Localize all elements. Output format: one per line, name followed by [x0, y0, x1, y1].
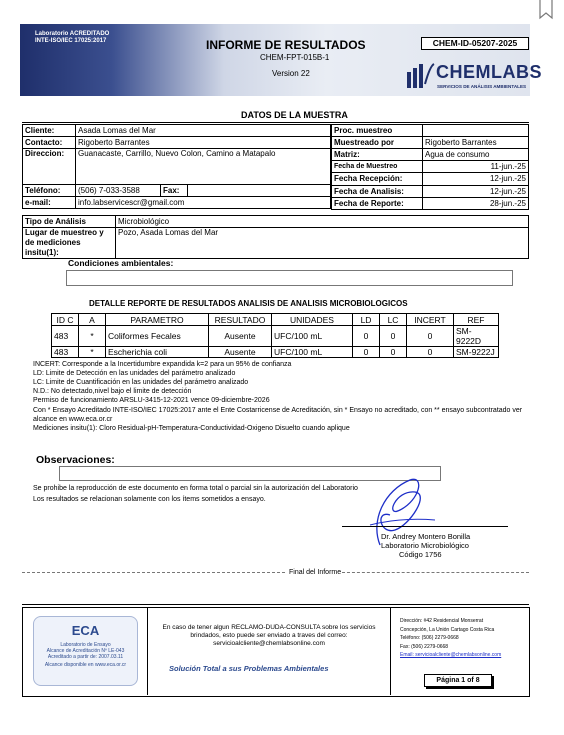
- results-cell: Escherichia coli: [106, 347, 209, 358]
- results-cell: SM-9222D: [454, 326, 499, 347]
- final-dash-left: [22, 572, 285, 573]
- telefono-label: Teléfono:: [23, 185, 76, 197]
- direccion-label: Direccion:: [23, 149, 76, 185]
- claims-text: En caso de tener algun RECLAMO-DUDA-CONSULTA sobre los servicios brindados, esto puede ser enviado a traves del correo: servicioalcliente@chemlabsonline.com: [162, 624, 376, 647]
- results-table: [51, 313, 499, 358]
- sample-right-table: [331, 124, 529, 210]
- observaciones-label: Observaciones:: [36, 454, 115, 466]
- slogan: Solución Total a sus Problemas Ambientales: [169, 664, 329, 673]
- email-label: e-mail:: [23, 197, 76, 209]
- results-header-row: [52, 314, 499, 326]
- address-line: Concepción, La Unión Cartago Costa Rica: [400, 626, 495, 633]
- results-header-cell: LC: [380, 314, 407, 326]
- lab-accredited: Laboratorio ACREDITADO: [35, 31, 110, 37]
- address-line: Fax: (506) 2279-0668: [400, 643, 449, 650]
- report-id: CHEM-ID-05207-2025: [421, 37, 529, 50]
- conditions-field[interactable]: [66, 270, 513, 286]
- address-block: [400, 617, 501, 660]
- chemlabs-logo-icon: [405, 62, 435, 90]
- brand-name: CHEMLABS: [436, 62, 542, 82]
- disclaimer-2: Los resultados se relacionan solamente con los ítems sometidos a ensayo.: [33, 496, 266, 503]
- lab-norm: INTE-ISO/IEC 17025:2017: [35, 38, 107, 44]
- address-line: Dirección: #42 Residencial Monserrat: [400, 618, 484, 624]
- muestreado-label: Muestreado por: [332, 137, 423, 149]
- results-cell: 0: [353, 347, 380, 358]
- cliente-label: Cliente:: [23, 125, 76, 137]
- fecha-reporte-value: 28-jun.-25: [423, 198, 529, 210]
- eca-line-2: Alcance de Acreditación Nº LE-043: [46, 648, 125, 654]
- contacto-label: Contacto:: [23, 137, 76, 149]
- matriz-value: Agua de consumo: [423, 149, 529, 161]
- results-cell: 483: [52, 326, 79, 347]
- notes: [33, 360, 533, 433]
- fax-label: Fax:: [161, 185, 188, 197]
- results-cell: UFC/100 mL: [272, 326, 353, 347]
- results-row: [52, 326, 499, 347]
- direccion-value: Guanacaste, Carrillo, Nuevo Colon, Camino a Matapalo: [76, 149, 331, 185]
- note-line: LC: Limite de Cuantificación en las unidades del parámetro analizado: [33, 379, 249, 386]
- results-header-cell: RESULTADO: [209, 314, 272, 326]
- divider: [22, 122, 529, 123]
- brand-subtitle: SERVICIOS DE ANÁLISIS AMBIENTALES: [437, 84, 527, 89]
- final-dash-right: [342, 572, 529, 573]
- note-line: INCERT: Corresponde a la Incertidumbre expandida k=2 para un 95% de confianza: [33, 361, 292, 368]
- address-line: Teléfono: (506) 2279-0668: [400, 635, 459, 641]
- matriz-label: Matriz:: [332, 149, 423, 161]
- contacto-value: Rigoberto Barrantes: [76, 137, 331, 149]
- results-header-cell: REF: [454, 314, 499, 326]
- results-header-cell: PARAMETRO: [106, 314, 209, 326]
- signer-role: Laboratorio Microbiológico: [381, 541, 469, 550]
- signature-line: [342, 526, 508, 527]
- note-line: Con * Ensayo Acreditado INTE-ISO/IEC 17025:2017 ante el Ente Costarricense de Acreditación, sin * Ensayo no acreditado, con ** ensayo subcontratado ver alcance en www.eca.or.cr: [33, 407, 523, 423]
- eca-line-3: Acreditado a partir de: 2007.03.11: [47, 654, 124, 660]
- results-cell: Ausente: [209, 326, 272, 347]
- telefono-value: (506) 7-033-3588: [76, 185, 161, 197]
- fecha-muestreo-value: 11-jun.-25: [423, 161, 529, 173]
- footer-divider: [22, 604, 529, 605]
- note-line: Permiso de funcionamiento ARSLU-3415-12-2021 vence 09-diciembre-2026: [33, 397, 270, 404]
- email-value: info.labservicescr@gmail.com: [76, 197, 331, 209]
- results-title: DETALLE REPORTE DE RESULTADOS ANALISIS DE ANALISIS MICROBIOLOGICOS: [89, 299, 408, 308]
- fax-value: [188, 185, 331, 197]
- report-title: INFORME DE RESULTADOS: [206, 38, 366, 52]
- results-row: [52, 347, 499, 358]
- fecha-recepcion-value: 12-jun.-25: [423, 173, 529, 186]
- results-cell: UFC/100 mL: [272, 347, 353, 358]
- fecha-reporte-label: Fecha de Reporte:: [332, 198, 423, 210]
- results-cell: 0: [407, 347, 454, 358]
- results-cell: *: [79, 347, 106, 358]
- fecha-analisis-value: 12-jun.-25: [423, 186, 529, 198]
- results-header-cell: LD: [353, 314, 380, 326]
- results-cell: 0: [353, 326, 380, 347]
- note-line: N.D.: No detectado,nivel bajo el limite de detección: [33, 388, 192, 395]
- lugar-value: Pozo, Asada Lomas del Mar: [116, 228, 529, 259]
- footer-sep-1: [147, 607, 148, 695]
- note-line: LD: Limite de Detección en las unidades del parámetro analizado: [33, 370, 236, 377]
- fecha-muestreo-label: Fecha de Muestreo: [332, 161, 423, 173]
- bookmark-icon: [538, 0, 554, 20]
- results-cell: 0: [380, 347, 407, 358]
- conditions-label: Condiciones ambientales:: [68, 258, 174, 268]
- results-header-cell: ID C: [52, 314, 79, 326]
- proc-value: [423, 125, 529, 137]
- eca-line-1: Laboratorio de Ensayo: [60, 642, 111, 648]
- eca-seal: [33, 616, 138, 686]
- proc-label: Proc. muestreo: [332, 125, 423, 137]
- tipo-label: Tipo de Análisis: [23, 216, 116, 228]
- results-cell: Ausente: [209, 347, 272, 358]
- results-cell: 483: [52, 347, 79, 358]
- cliente-value: Asada Lomas del Mar: [76, 125, 331, 137]
- results-cell: SM-9222J: [454, 347, 499, 358]
- sample-bottom-table: [22, 215, 529, 259]
- results-cell: *: [79, 326, 106, 347]
- note-line: Mediciones insitu(1): Cloro Residual-pH-Temperatura-Conductividad-Oxigeno Disuelto cuando aplique: [33, 425, 350, 432]
- results-cell: 0: [407, 326, 454, 347]
- tipo-value: Microbiológico: [116, 216, 529, 228]
- final-label: Final del Informe: [289, 569, 342, 576]
- results-cell: 0: [380, 326, 407, 347]
- footer-sep-2: [390, 607, 391, 695]
- results-header-cell: A: [79, 314, 106, 326]
- eca-logo: ECA: [71, 623, 100, 638]
- version: Version 22: [272, 69, 310, 78]
- fecha-analisis-label: Fecha de Analisis:: [332, 186, 423, 198]
- address-line[interactable]: Email: servicioalcliente@chemlabsonline.com: [400, 652, 502, 658]
- results-header-cell: INCERT: [407, 314, 454, 326]
- signer-name: Dr. Andrey Montero Bonilla: [381, 532, 471, 541]
- page-number: Página 1 of 8: [424, 674, 492, 687]
- lugar-label: Lugar de muestreo y de mediciones insitu(1):: [23, 228, 116, 259]
- muestreado-value: Rigoberto Barrantes: [423, 137, 529, 149]
- results-header-cell: UNIDADES: [272, 314, 353, 326]
- fecha-recepcion-label: Fecha Recepción:: [332, 173, 423, 186]
- disclaimer-1: Se prohibe la reproducción de este documento en forma total o parcial sin la autorización del Laboratorio: [33, 485, 358, 492]
- results-cell: Coliformes Fecales: [106, 326, 209, 347]
- signer-code: Código 1756: [399, 550, 442, 559]
- sample-left-table: [22, 124, 331, 209]
- eca-line-4: Alcance disponible en www.eca.or.cr: [44, 662, 127, 668]
- section-title: DATOS DE LA MUESTRA: [241, 110, 348, 120]
- form-code: CHEM-FPT-015B-1: [260, 53, 330, 62]
